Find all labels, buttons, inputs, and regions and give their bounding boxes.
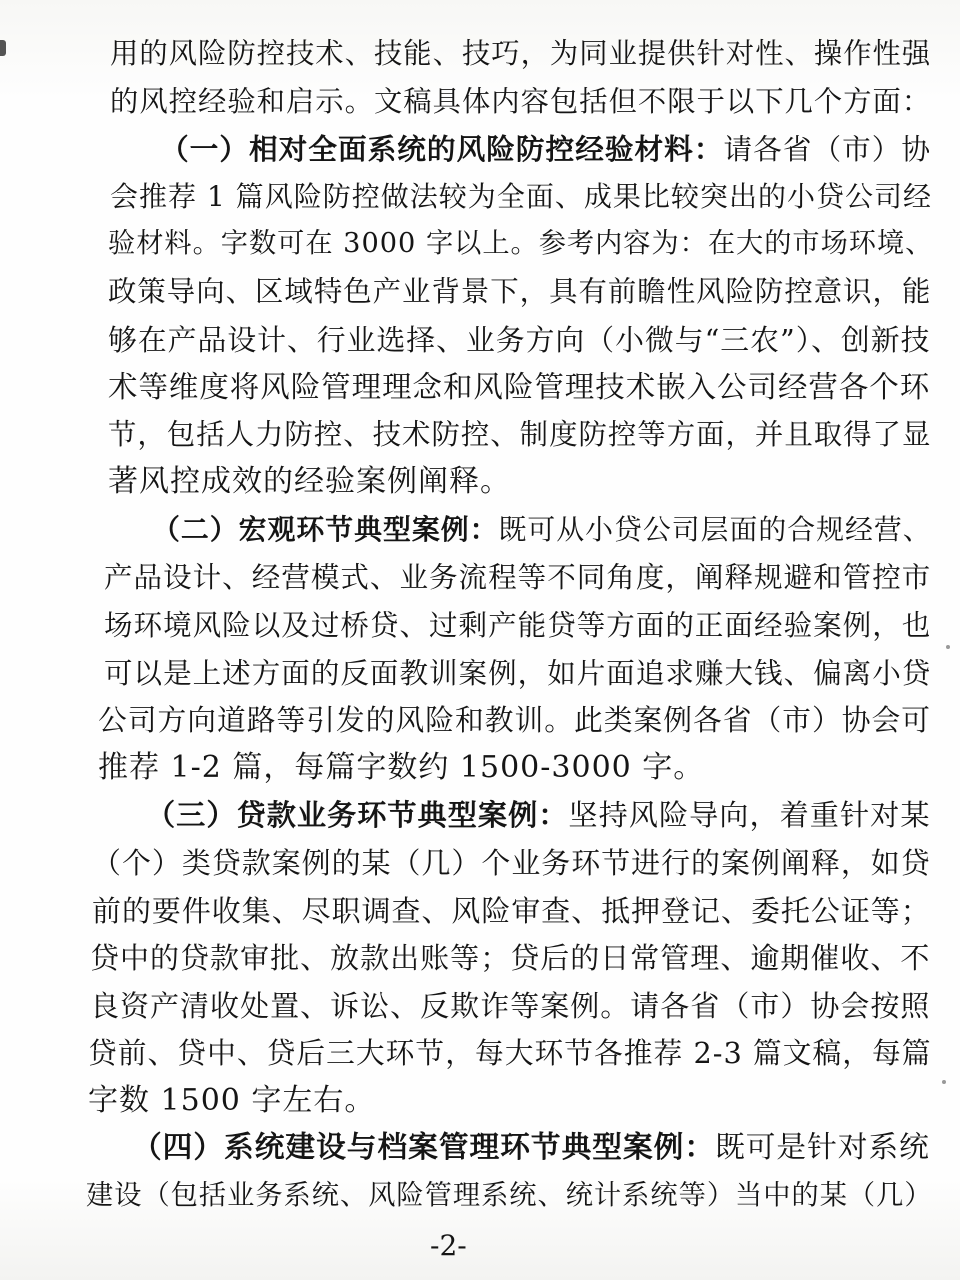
- line-text: 字数 1500 字左右。: [88, 1083, 376, 1118]
- section-2-heading-line: [152, 510, 932, 550]
- line-text: 著风控成效的经验案例阐释。: [108, 464, 511, 499]
- scan-edge-mark: [0, 40, 6, 56]
- body-line-19: [92, 891, 931, 931]
- body-line-14: [104, 653, 931, 693]
- line-text: 既可从小贷公司层面的合规经营、: [498, 513, 932, 546]
- line-text: 贷中的贷款审批、放款出账等；贷后的日常管理、逾期催收、不: [90, 941, 931, 975]
- section-3-heading-line: [146, 795, 931, 835]
- page-number: -2-: [430, 1229, 467, 1262]
- body-line-9: [108, 415, 931, 455]
- body-line-4: [110, 177, 932, 217]
- body-line-8: [108, 367, 930, 407]
- line-text: 用的风险防控技术、技能、技巧，为同业提供针对性、操作性强: [110, 37, 932, 70]
- section-heading: （一）相对全面系统的风险防控经验材料：: [160, 132, 724, 166]
- section-heading: （二）宏观环节典型案例：: [152, 513, 499, 546]
- body-line-16: [98, 748, 704, 788]
- line-text: 够在产品设计、行业选择、业务方向（小微与“三农”）、创新技: [108, 323, 931, 357]
- line-text: 请各省（市）协: [723, 132, 932, 166]
- line-text: 既可是针对系统: [715, 1130, 930, 1165]
- line-text: 可以是上述方面的反面教训案例，如片面追求赚大钱、偏离小贷: [104, 656, 932, 690]
- body-line-20: [90, 938, 930, 978]
- line-text: 公司方向道路等引发的风险和教训。此类案例各省（市）协会可: [98, 703, 931, 737]
- line-text: 良资产清收处置、诉讼、反欺诈等案例。请各省（市）协会按照: [90, 989, 931, 1023]
- scan-speck: [946, 645, 950, 649]
- line-text: 贷前、贷中、贷后三大环节，每大环节各推荐 2-3 篇文稿，每篇: [88, 1036, 932, 1070]
- line-text: 术等维度将风险管理理念和风险管理技术嵌入公司经营各个环: [108, 370, 931, 404]
- line-text: 前的要件收集、尽职调查、风险审查、抵押登记、委托公证等；: [92, 894, 931, 928]
- body-line-1: [110, 34, 931, 74]
- body-line-7: [108, 320, 930, 360]
- line-text: 建设（包括业务系统、风险管理系统、统计系统等）当中的某（几）: [86, 1180, 933, 1211]
- line-text: 会推荐 1 篇风险防控做法较为全面、成果比较突出的小贷公司经: [110, 180, 933, 213]
- body-line-10: [108, 462, 511, 502]
- line-text: 坚持风险导向，着重针对某: [568, 798, 931, 832]
- body-line-25: [86, 1176, 933, 1216]
- section-heading: （四）系统建设与档案管理环节典型案例：: [132, 1130, 716, 1165]
- line-text: 节，包括人力防控、技术防控、制度防控等方面，并且取得了显: [108, 418, 932, 451]
- body-line-12: [104, 557, 931, 597]
- body-line-18: [92, 843, 931, 883]
- line-text: 政策导向、区域特色产业背景下，具有前瞻性风险防控意识，能: [108, 275, 932, 308]
- line-text: 场环境风险以及过桥贷、过剩产能贷等方面的正面经验案例，也: [104, 608, 932, 642]
- body-line-13: [104, 605, 931, 645]
- line-text: 验材料。字数可在 3000 字以上。参考内容为：在大的市场环境、: [108, 228, 934, 259]
- body-line-15: [98, 700, 931, 740]
- section-1-heading-line: [160, 129, 931, 169]
- body-line-2: [110, 82, 931, 122]
- line-text: 产品设计、经营模式、业务流程等不同角度，阐释规避和管控市: [104, 560, 932, 594]
- body-line-22: [88, 1033, 932, 1073]
- section-4-heading-line: [132, 1128, 930, 1168]
- section-heading: （三）贷款业务环节典型案例：: [146, 798, 569, 832]
- body-line-23: [88, 1081, 375, 1121]
- body-line-6: [108, 272, 931, 312]
- body-line-21: [90, 986, 930, 1026]
- scan-speck: [942, 1080, 946, 1084]
- line-text: 推荐 1-2 篇，每篇字数约 1500-3000 字。: [98, 750, 705, 785]
- body-line-5: [108, 224, 933, 264]
- line-text: （个）类贷款案例的某（几）个业务环节进行的案例阐释，如贷: [92, 846, 931, 880]
- line-text: 的风控经验和启示。文稿具体内容包括但不限于以下几个方面：: [110, 85, 932, 118]
